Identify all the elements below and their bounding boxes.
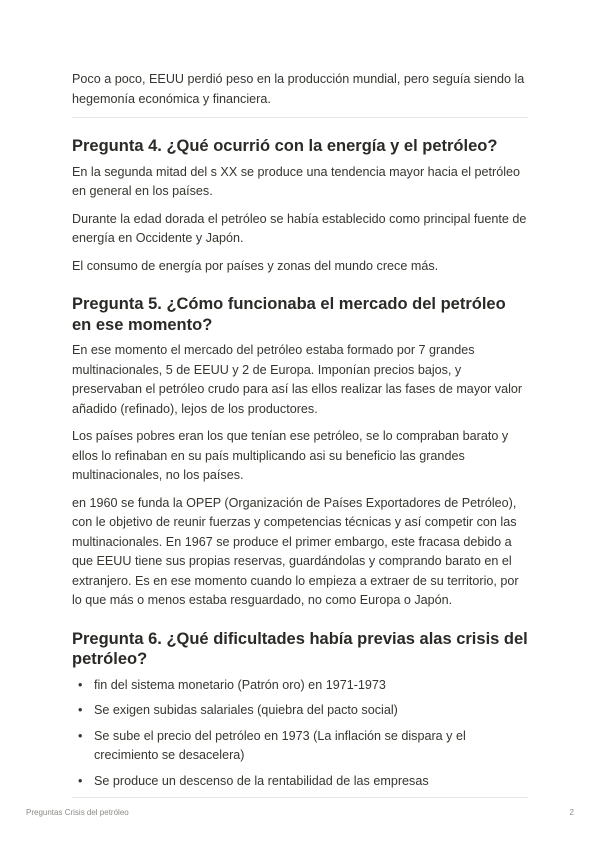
- page-number: 2: [569, 808, 574, 817]
- q4-paragraph-3: El consumo de energía por países y zonas del mundo crece más.: [72, 258, 439, 273]
- bullet-icon: •: [78, 773, 83, 788]
- list-item: [72, 727, 528, 766]
- page-content: [72, 70, 528, 798]
- intro-paragraph: Poco a poco, EEUU perdió peso en la producción mundial, pero seguía siendo la hegemonía económica y financiera.: [72, 72, 525, 106]
- list-item-text: Se produce un descenso de la rentabilidad de las empresas: [94, 773, 429, 788]
- question-6-heading: Pregunta 6. ¿Qué dificultades había previas alas crisis del petróleo?: [72, 629, 528, 668]
- list-item: [72, 701, 528, 721]
- question-4-heading: Pregunta 4. ¿Qué ocurrió con la energía y el petróleo?: [72, 137, 498, 155]
- difficulties-list: [72, 676, 528, 792]
- q5-paragraph-3: en 1960 se funda la OPEP (Organización de Países Exportadores de Petróleo), con le objetivo de reunir fuerzas y competencias técnicas y así competir con las multinacionales. En 1967 se produce el primer embargo, este fracasa debido a que EEUU tiene sus propias reservas, guardándolas y comprando barato en el extranjero. Es en ese momento cuando lo empieza a extraer de su territorio, por lo que más o menos estaba resguardado, no como Europa o Japón.: [72, 495, 519, 607]
- list-item-text: Se sube el precio del petróleo en 1973 (La inflación se dispara y el crecimiento se desacelera): [94, 728, 466, 762]
- q4-paragraph-2: Durante la edad dorada el petróleo se había establecido como principal fuente de energía en Occidente y Japón.: [72, 211, 527, 245]
- q5-paragraph-1: En ese momento el mercado del petróleo estaba formado por 7 grandes multinacionales, 5 de EEUU y 2 de Europa. Imponían precios bajos, y preservaban el petróleo crudo para así las ellos realizar las fases de mayor valor añadido (refinado), lejos de los productores.: [72, 343, 523, 416]
- list-item-text: Se exigen subidas salariales (quiebra del pacto social): [94, 703, 398, 717]
- divider: [72, 117, 528, 118]
- q4-paragraph-1: En la segunda mitad del s XX se produce una tendencia mayor hacia el petróleo en general en los países.: [72, 164, 521, 198]
- q5-paragraph-2: Los países pobres eran los que tenían ese petróleo, se lo compraban barato y ellos lo refinaban en su país multiplicando asi su beneficio las grandes multinacionales, no los países.: [72, 429, 509, 482]
- footer-title: Preguntas Crisis del petróleo: [26, 808, 129, 817]
- question-5-heading: Pregunta 5. ¿Cómo funcionaba el mercado del petróleo en ese momento?: [72, 295, 506, 334]
- divider: [72, 797, 528, 798]
- list-item-text: fin del sistema monetario (Patrón oro) en 1971-1973: [94, 677, 386, 692]
- bullet-icon: •: [78, 728, 83, 743]
- bullet-icon: •: [78, 703, 83, 717]
- list-item: [72, 772, 528, 792]
- bullet-icon: •: [78, 677, 83, 692]
- list-item: [72, 676, 528, 696]
